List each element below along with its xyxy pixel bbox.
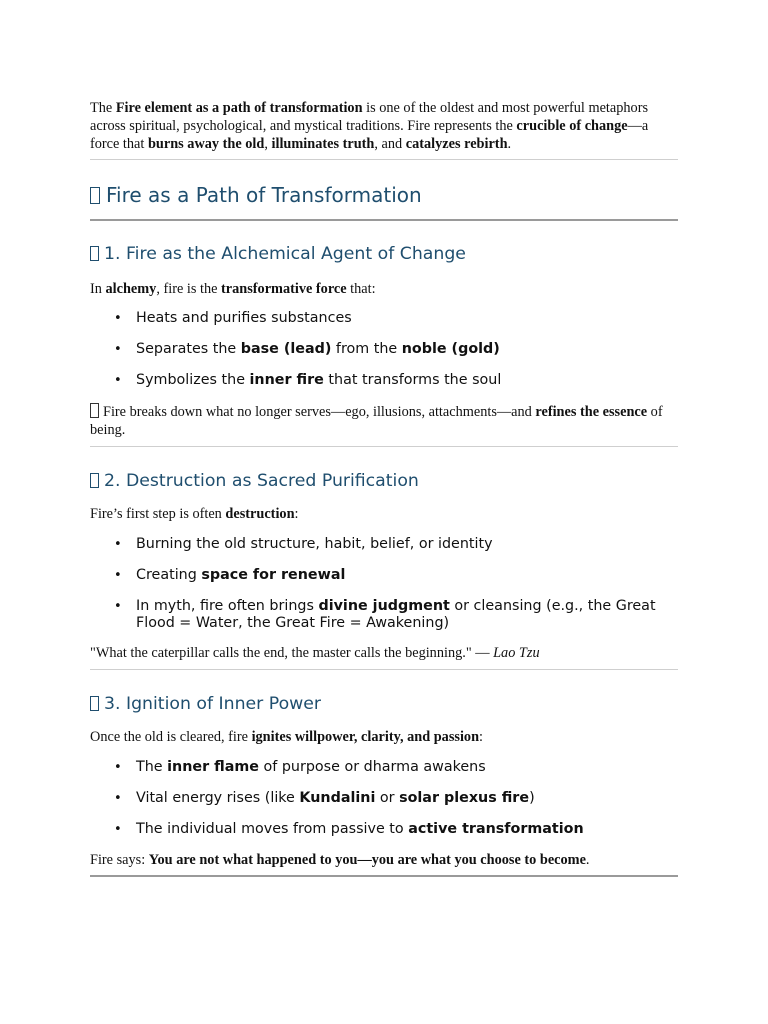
list-item-text: of purpose or dharma awakens <box>258 759 486 775</box>
list-item-text: The <box>136 759 168 775</box>
missing-glyph-icon <box>90 473 99 488</box>
section-heading-text: 1. Fire as the Alchemical Agent of Change <box>104 244 466 264</box>
section-heading-text: 2. Destruction as Sacred Purification <box>104 471 419 491</box>
closing-text: Fire says: <box>90 852 149 868</box>
list-item-text: that transforms the soul <box>323 372 502 388</box>
lead-bold: transformative force <box>221 281 347 297</box>
note-bold: refines the essence <box>535 404 648 420</box>
intro-bold: catalyzes rebirth <box>405 136 508 152</box>
intro-bold: crucible of change <box>516 118 628 134</box>
lead-text: Fire’s first step is often <box>90 506 226 522</box>
list-item <box>136 821 678 838</box>
end-divider <box>90 875 678 877</box>
lead-text: : <box>294 506 299 522</box>
missing-glyph-icon <box>90 187 100 204</box>
list-item-bold: Kundalini <box>299 790 376 806</box>
list-item <box>136 790 678 807</box>
list-item-bold: base (lead) <box>240 341 332 357</box>
intro-text: The <box>90 100 116 116</box>
section1-lead <box>90 280 678 298</box>
intro-bold: illuminates truth <box>271 136 375 152</box>
list-item-text: from the <box>331 341 402 357</box>
section3-lead <box>90 728 678 746</box>
intro-text: , and <box>374 136 406 152</box>
list-item-bold: solar plexus fire <box>399 790 530 806</box>
list-item-bold: divine judgment <box>318 598 450 614</box>
intro-bold: Fire element as a path of transformation <box>115 100 363 116</box>
list-item-text: ) <box>529 790 535 806</box>
list-item-text: Symbolizes the <box>136 372 250 388</box>
section3-list <box>90 759 678 838</box>
note-text: Fire breaks down what no longer serves—ego, illusions, attachments—and <box>103 404 536 420</box>
quote <box>90 644 678 662</box>
list-item-text: The individual moves from passive to <box>136 821 409 837</box>
lead-bold: ignites willpower, clarity, and passion <box>251 729 480 745</box>
lead-bold: destruction <box>225 506 295 522</box>
missing-glyph-icon <box>90 403 99 418</box>
lead-text: , fire is the <box>156 281 222 297</box>
section2-lead <box>90 505 678 523</box>
section-heading-1 <box>90 221 678 265</box>
section-heading-3 <box>90 670 678 715</box>
list-item <box>136 759 678 776</box>
closing-bold: You are not what happened to you—you are what you choose to become <box>148 852 586 868</box>
list-item <box>136 536 678 553</box>
list-item <box>136 598 678 632</box>
list-item-text: Creating <box>136 567 202 583</box>
quote-author: Lao Tzu <box>493 645 540 661</box>
list-item-text: In myth, fire often brings <box>136 598 319 614</box>
note-text: of being. <box>90 404 663 438</box>
intro-paragraph <box>90 99 678 153</box>
list-item <box>136 310 678 327</box>
list-item-bold: space for renewal <box>201 567 346 583</box>
list-item-text: Vital energy rises (like <box>136 790 300 806</box>
section-heading-2 <box>90 447 678 492</box>
intro-text: is one of the oldest and most powerful metaphors across spiritual, psychological, and mystical traditions. Fire represents the <box>90 100 649 134</box>
intro-text: , <box>264 136 272 152</box>
list-item-text: Burning the old structure, habit, belief, or identity <box>136 536 493 552</box>
list-item-text: or cleansing (e.g., the Great Flood = Water, the Great Fire = Awakening) <box>136 598 656 631</box>
section1-note <box>90 403 678 439</box>
lead-text: In <box>90 281 106 297</box>
list-item-text: or <box>375 790 400 806</box>
list-item <box>136 372 678 389</box>
document-page <box>90 99 678 877</box>
lead-text: Once the old is cleared, fire <box>90 729 252 745</box>
list-item-text: Separates the <box>136 341 241 357</box>
lead-text: that: <box>346 281 376 297</box>
list-item-text: Heats and purifies substances <box>136 310 352 326</box>
lead-text: : <box>479 729 484 745</box>
closing-text: . <box>585 852 590 868</box>
list-item <box>136 341 678 358</box>
list-item-bold: inner flame <box>167 759 259 775</box>
page-title-text: Fire as a Path of Transformation <box>106 183 422 207</box>
intro-text: —a force that <box>90 118 649 152</box>
list-item <box>136 567 678 584</box>
section2-list <box>90 536 678 632</box>
closing-statement <box>90 851 678 869</box>
lead-bold: alchemy <box>105 281 157 297</box>
section-heading-text: 3. Ignition of Inner Power <box>104 694 322 714</box>
list-item-bold: active transformation <box>408 821 584 837</box>
intro-text: . <box>507 136 512 152</box>
missing-glyph-icon <box>90 696 99 711</box>
list-item-bold: inner fire <box>249 372 324 388</box>
intro-bold: burns away the old <box>147 136 265 152</box>
quote-text: "What the caterpillar calls the end, the master calls the beginning." — <box>90 645 494 661</box>
page-title <box>90 160 678 219</box>
missing-glyph-icon <box>90 246 99 261</box>
section1-list <box>90 310 678 389</box>
list-item-bold: noble (gold) <box>401 341 500 357</box>
